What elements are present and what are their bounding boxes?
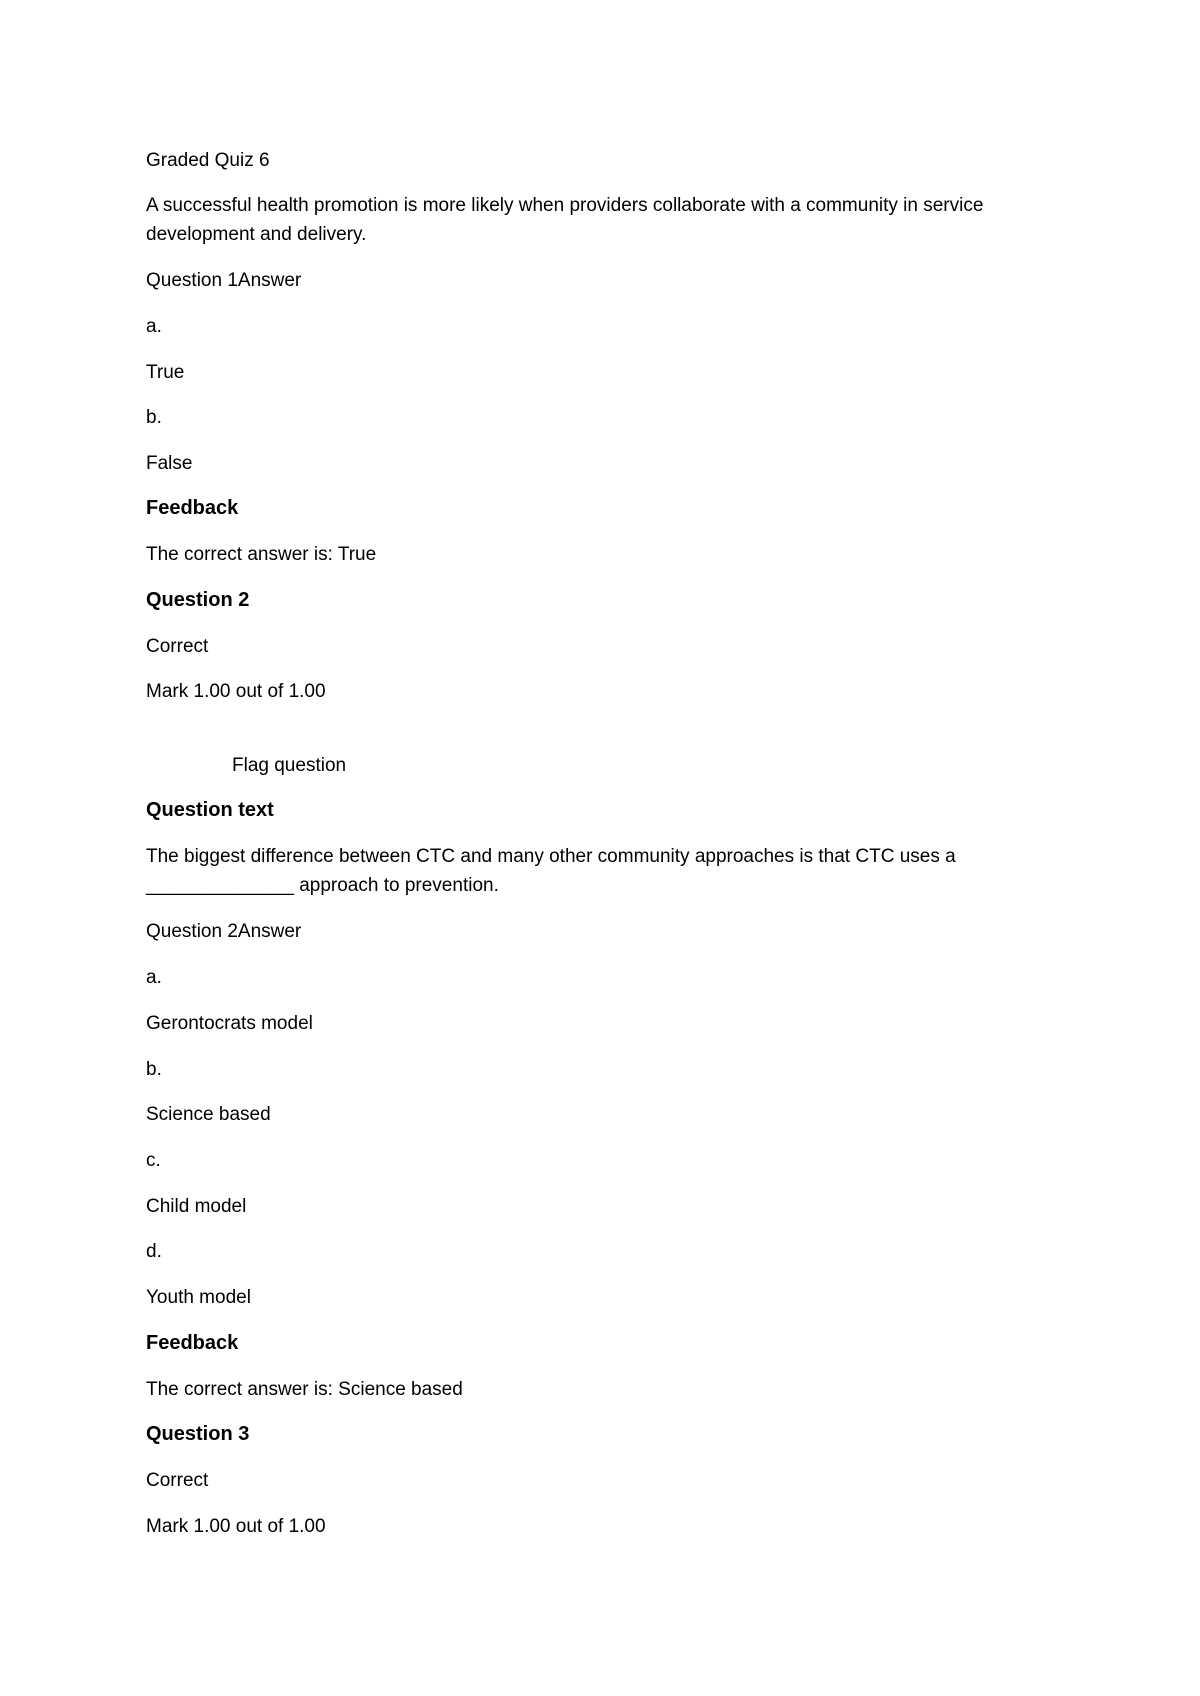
question-1-option-a-letter: a. — [146, 316, 162, 337]
question-1-option-b-letter: b. — [146, 407, 162, 428]
question-2-option-a-text: Gerontocrats model — [146, 1013, 313, 1034]
question-1-feedback-heading: Feedback — [146, 497, 239, 519]
question-2-feedback-heading: Feedback — [146, 1332, 239, 1354]
question-3-mark: Mark 1.00 out of 1.00 — [146, 1516, 326, 1537]
question-2-option-a-letter: a. — [146, 967, 162, 988]
question-2-option-d-letter: d. — [146, 1241, 162, 1262]
question-1-option-b-text: False — [146, 453, 193, 474]
question-2-answer-label: Question 2Answer — [146, 921, 302, 942]
question-2-flag[interactable]: Flag question — [232, 755, 347, 776]
question-2-option-d-text: Youth model — [146, 1287, 251, 1308]
question-3-status: Correct — [146, 1470, 209, 1491]
question-1-feedback-text: The correct answer is: True — [146, 544, 377, 565]
question-3-heading: Question 3 — [146, 1423, 250, 1445]
question-2-status: Correct — [146, 636, 209, 657]
question-2-heading: Question 2 — [146, 589, 250, 611]
question-2-option-c-text: Child model — [146, 1196, 247, 1217]
question-2-option-c-letter: c. — [146, 1150, 161, 1171]
question-2-option-b-letter: b. — [146, 1059, 162, 1080]
quiz-title: Graded Quiz 6 — [146, 150, 270, 171]
question-2-feedback-text: The correct answer is: Science based — [146, 1379, 463, 1400]
question-2-mark: Mark 1.00 out of 1.00 — [146, 681, 326, 702]
question-2-option-b-text: Science based — [146, 1104, 271, 1125]
question-2-text: The biggest difference between CTC and many other community approaches is that CTC uses a ______________ approach to prevention. — [146, 846, 956, 896]
question-1-answer-label: Question 1Answer — [146, 270, 302, 291]
question-2-text-heading: Question text — [146, 799, 274, 821]
question-1-option-a-text: True — [146, 362, 185, 383]
question-1-text: A successful health promotion is more likely when providers collaborate with a community in service development and delivery. — [146, 195, 984, 245]
